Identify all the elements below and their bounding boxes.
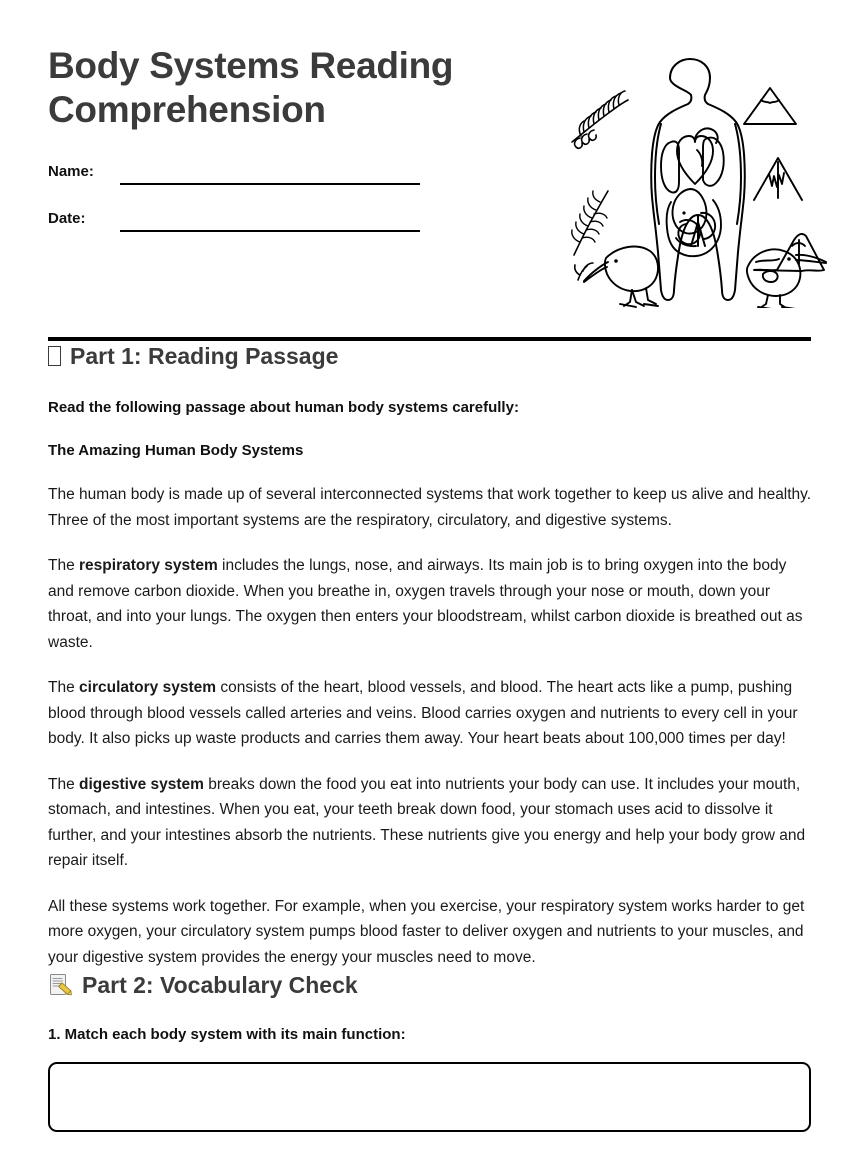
passage-paragraph [48, 874, 812, 971]
memo-emoji-icon [48, 973, 73, 998]
date-field-row [48, 202, 488, 249]
passage-term: circulatory system [79, 679, 217, 696]
passage-text: breaks down the food you eat into nutrients your body can use. It includes your mouth, stomach, and intestines. When you eat, your teeth break down food, your stomach uses acid to dissolve it further, and your intestines absorb the nutrients. These nutrients give you energy and help your body grow and repair itself. [48, 775, 806, 869]
passage-term: digestive system [79, 775, 204, 793]
document-header [48, 0, 812, 292]
kiwi-bird-icon-right [747, 249, 826, 308]
passage-paragraph [48, 752, 812, 874]
body-systems-illustration [558, 50, 838, 308]
passage-title: The Amazing Human Body Systems [48, 442, 304, 459]
missing-glyph-box-icon [48, 346, 61, 366]
passage-paragraph [48, 462, 812, 533]
passage-text: includes the lungs, nose, and airways. Its main job is to bring oxygen into the body and remove carbon dioxide. When you breathe in, oxygen travels through your nose or mouth, down your throat, and into your lungs. The oxygen then enters your bloodstream, whilst carbon dioxide is breathed out as waste. [48, 557, 803, 651]
passage-paragraph [48, 655, 812, 752]
mountain-icon-2 [754, 158, 802, 200]
header-divider [48, 337, 811, 341]
passage-body [48, 462, 812, 970]
passage-text: The [48, 557, 80, 574]
part1-heading-text: Part 1: Reading Passage [70, 343, 339, 369]
name-field-label: Name: [48, 163, 94, 180]
answer-box[interactable] [48, 1062, 811, 1132]
date-field-label: Date: [48, 210, 86, 227]
passage-text: The human body is made up of several interconnected systems that work together to keep us alive and healthy. Three of the most important systems are the respiratory, circulatory, and digestive systems. [48, 486, 812, 529]
kiwi-bird-icon-left [584, 247, 658, 307]
part2-heading-text: Part 2: Vocabulary Check [82, 972, 358, 998]
name-field-row [48, 155, 488, 202]
part2-question-1: 1. Match each body system with its main function: [48, 1026, 406, 1043]
part1-instruction: Read the following passage about human body systems carefully: [48, 399, 519, 416]
date-field-line[interactable] [120, 230, 420, 232]
passage-text: All these systems work together. For example, when you exercise, your respiratory system works harder to get more oxygen, your circulatory system pumps blood faster to deliver oxygen and nutrients to your muscles, and your digestive system provides the energy your muscles need to move. [48, 897, 805, 966]
student-fields [48, 155, 488, 249]
page-title: Body Systems Reading Comprehension [48, 45, 454, 130]
passage-text: The [48, 775, 80, 793]
name-field-line[interactable] [120, 183, 420, 185]
fern-small-icon [572, 191, 608, 280]
passage-term: respiratory system [79, 557, 218, 574]
part2-heading [48, 970, 812, 1000]
mountain-icon-1 [744, 88, 796, 124]
part1-heading [48, 341, 812, 371]
passage-text: consists of the heart, blood vessels, and blood. The heart acts like a pump, pushing blood through blood vessels called arteries and veins. Blood carries oxygen and nutrients to every cell in your body. It also picks up waste products and carries them away. Your heart beats about 100,000 times per day! [48, 679, 798, 747]
passage-paragraph [48, 533, 812, 655]
fern-frond-icon [572, 91, 628, 148]
passage-text: The [48, 679, 80, 696]
content-column [48, 0, 812, 1132]
title-block [48, 44, 518, 132]
